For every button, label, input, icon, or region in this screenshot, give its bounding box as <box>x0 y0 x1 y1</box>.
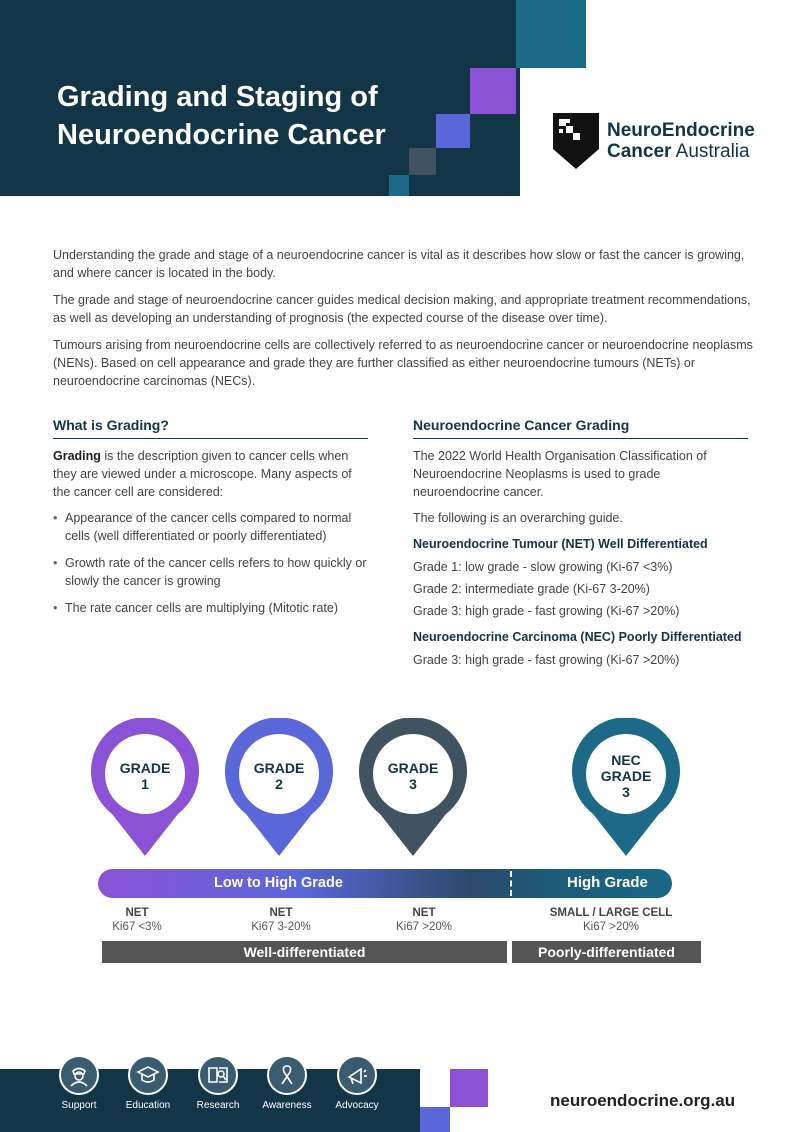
pin-line2: 3 <box>409 776 417 792</box>
website-link[interactable]: neuroendocrine.org.au <box>550 1091 736 1110</box>
footer-item-label: Research <box>196 1100 240 1111</box>
footer-item-awareness[interactable] <box>253 1055 321 1111</box>
list-item: • Growth rate of the cancer cells refers to how quickly or slowly the cancer is growing <box>53 554 368 590</box>
high-grade-label: High Grade <box>567 874 648 891</box>
pin-line2: GRADE <box>600 768 652 784</box>
intro-section <box>53 246 753 399</box>
megaphone-icon <box>337 1055 377 1095</box>
grade-line: Grade 2: intermediate grade (Ki-67 3-20%) <box>413 582 650 596</box>
footer-item-label: Education <box>125 1100 171 1111</box>
microscope-book-icon <box>198 1055 238 1095</box>
poorly-differentiated-bar: Poorly-differentiated <box>512 941 701 963</box>
logo <box>553 113 755 169</box>
pin-line2: 2 <box>275 776 283 792</box>
low-to-high-label: Low to High Grade <box>214 875 343 891</box>
pin-grade-3 <box>358 718 468 858</box>
footer-item-label: Awareness <box>262 1100 312 1111</box>
pin-label <box>571 752 681 800</box>
net-ki: Ki67 <3% <box>112 921 162 933</box>
pin-line1: NEC <box>611 752 641 768</box>
page-title: Grading and Staging of Neuroendocrine Cancer <box>57 81 386 151</box>
graduation-cap-icon <box>128 1055 168 1095</box>
net-ki: Ki67 >20% <box>583 921 639 933</box>
nec-grading-heading: Neuroendocrine Cancer Grading <box>413 416 748 439</box>
pin-line1: GRADE <box>119 760 171 776</box>
pin-line3: 3 <box>622 784 630 800</box>
net-ki: Ki67 >20% <box>396 921 452 933</box>
pin-nec-grade-3 <box>571 718 681 858</box>
scale-divider <box>510 871 512 896</box>
decor-square <box>420 1107 450 1132</box>
pin-grade-2 <box>224 718 334 858</box>
decor-square <box>450 1069 488 1107</box>
list-item: • The rate cancer cells are multiplying (Mitotic rate) <box>53 599 368 617</box>
intro-paragraph: Understanding the grade and stage of a neuroendocrine cancer is vital as it describes how slow or fast the cancer is growing, and where cancer is located in the body. <box>53 248 745 280</box>
grading-lead-rest: is the description given to cancer cells when they are viewed under a microscope. Many aspects of the cancer cell are considered: <box>53 449 352 499</box>
footer-item-research[interactable] <box>184 1055 252 1111</box>
nurse-icon <box>59 1055 99 1095</box>
pin-grade-1 <box>90 718 200 858</box>
net-label-3 <box>354 906 494 934</box>
ribbon-icon <box>267 1055 307 1095</box>
footer-item-support[interactable] <box>45 1055 113 1111</box>
net-ki: Ki67 3-20% <box>251 921 311 933</box>
net-label-4 <box>541 906 681 934</box>
net-subheading: Neuroendocrine Tumour (NET) Well Differentiated <box>413 537 708 551</box>
pin-label <box>224 760 334 792</box>
grade-line: Grade 3: high grade - fast growing (Ki-67 >20%) <box>413 653 680 667</box>
logo-text <box>607 120 755 162</box>
net-type: SMALL / LARGE CELL <box>549 907 673 919</box>
intro-paragraph: The grade and stage of neuroendocrine cancer guides medical decision making, and appropriate treatment recommendations, as well as developing an understanding of prognosis (the expected course of the disease over time). <box>53 293 751 325</box>
pin-line2: 1 <box>141 776 149 792</box>
net-label-2 <box>211 906 351 934</box>
net-type: NET <box>125 907 149 919</box>
logo-mark-icon <box>553 113 599 169</box>
grading-bullets <box>53 509 368 617</box>
grade-line: Grade 3: high grade - fast growing (Ki-67 >20%) <box>413 604 680 618</box>
logo-line2-bold: Cancer <box>607 141 672 162</box>
nec-grading-section <box>413 416 748 673</box>
pin-label <box>90 760 200 792</box>
net-type: NET <box>412 907 436 919</box>
grading-lead-bold: Grading <box>53 449 101 463</box>
decor-square <box>389 175 409 196</box>
nec-grading-p1: The 2022 World Health Organisation Classification of Neuroendocrine Neoplasms is used to grade neuroendocrine cancer. <box>413 449 707 499</box>
footer-item-advocacy[interactable] <box>323 1055 391 1111</box>
footer-item-education[interactable] <box>114 1055 182 1111</box>
pin-line1: GRADE <box>387 760 439 776</box>
well-differentiated-bar: Well-differentiated <box>102 941 507 963</box>
nec-grading-p2: The following is an overarching guide. <box>413 511 623 525</box>
pin-line1: GRADE <box>253 760 305 776</box>
list-item: • Appearance of the cancer cells compared to normal cells (well differentiated or poorly differentiated) <box>53 509 368 545</box>
net-label-1 <box>67 906 207 934</box>
grading-lead <box>53 447 368 501</box>
logo-line1: NeuroEndocrine <box>607 120 755 141</box>
footer-item-label: Advocacy <box>335 1100 379 1111</box>
decor-square <box>516 0 586 68</box>
decor-square <box>470 68 516 114</box>
logo-line2-rest: Australia <box>671 141 750 162</box>
nec-subheading: Neuroendocrine Carcinoma (NEC) Poorly Differentiated <box>413 630 742 644</box>
grading-section <box>53 416 368 626</box>
grade-line: Grade 1: low grade - slow growing (Ki-67 <3%) <box>413 560 673 574</box>
grading-heading: What is Grading? <box>53 416 368 439</box>
net-type: NET <box>269 907 293 919</box>
logo-line2 <box>607 141 755 162</box>
pin-label <box>358 760 468 792</box>
intro-paragraph: Tumours arising from neuroendocrine cells are collectively referred to as neuroendocrine cancer or neuroendocrine neoplasms (NENs). Based on cell appearance and grade they are further classified as either neuroendocrine tumours (NETs) or neuroendocrine carcinomas (NECs). <box>53 338 753 388</box>
footer-item-label: Support <box>61 1100 97 1111</box>
